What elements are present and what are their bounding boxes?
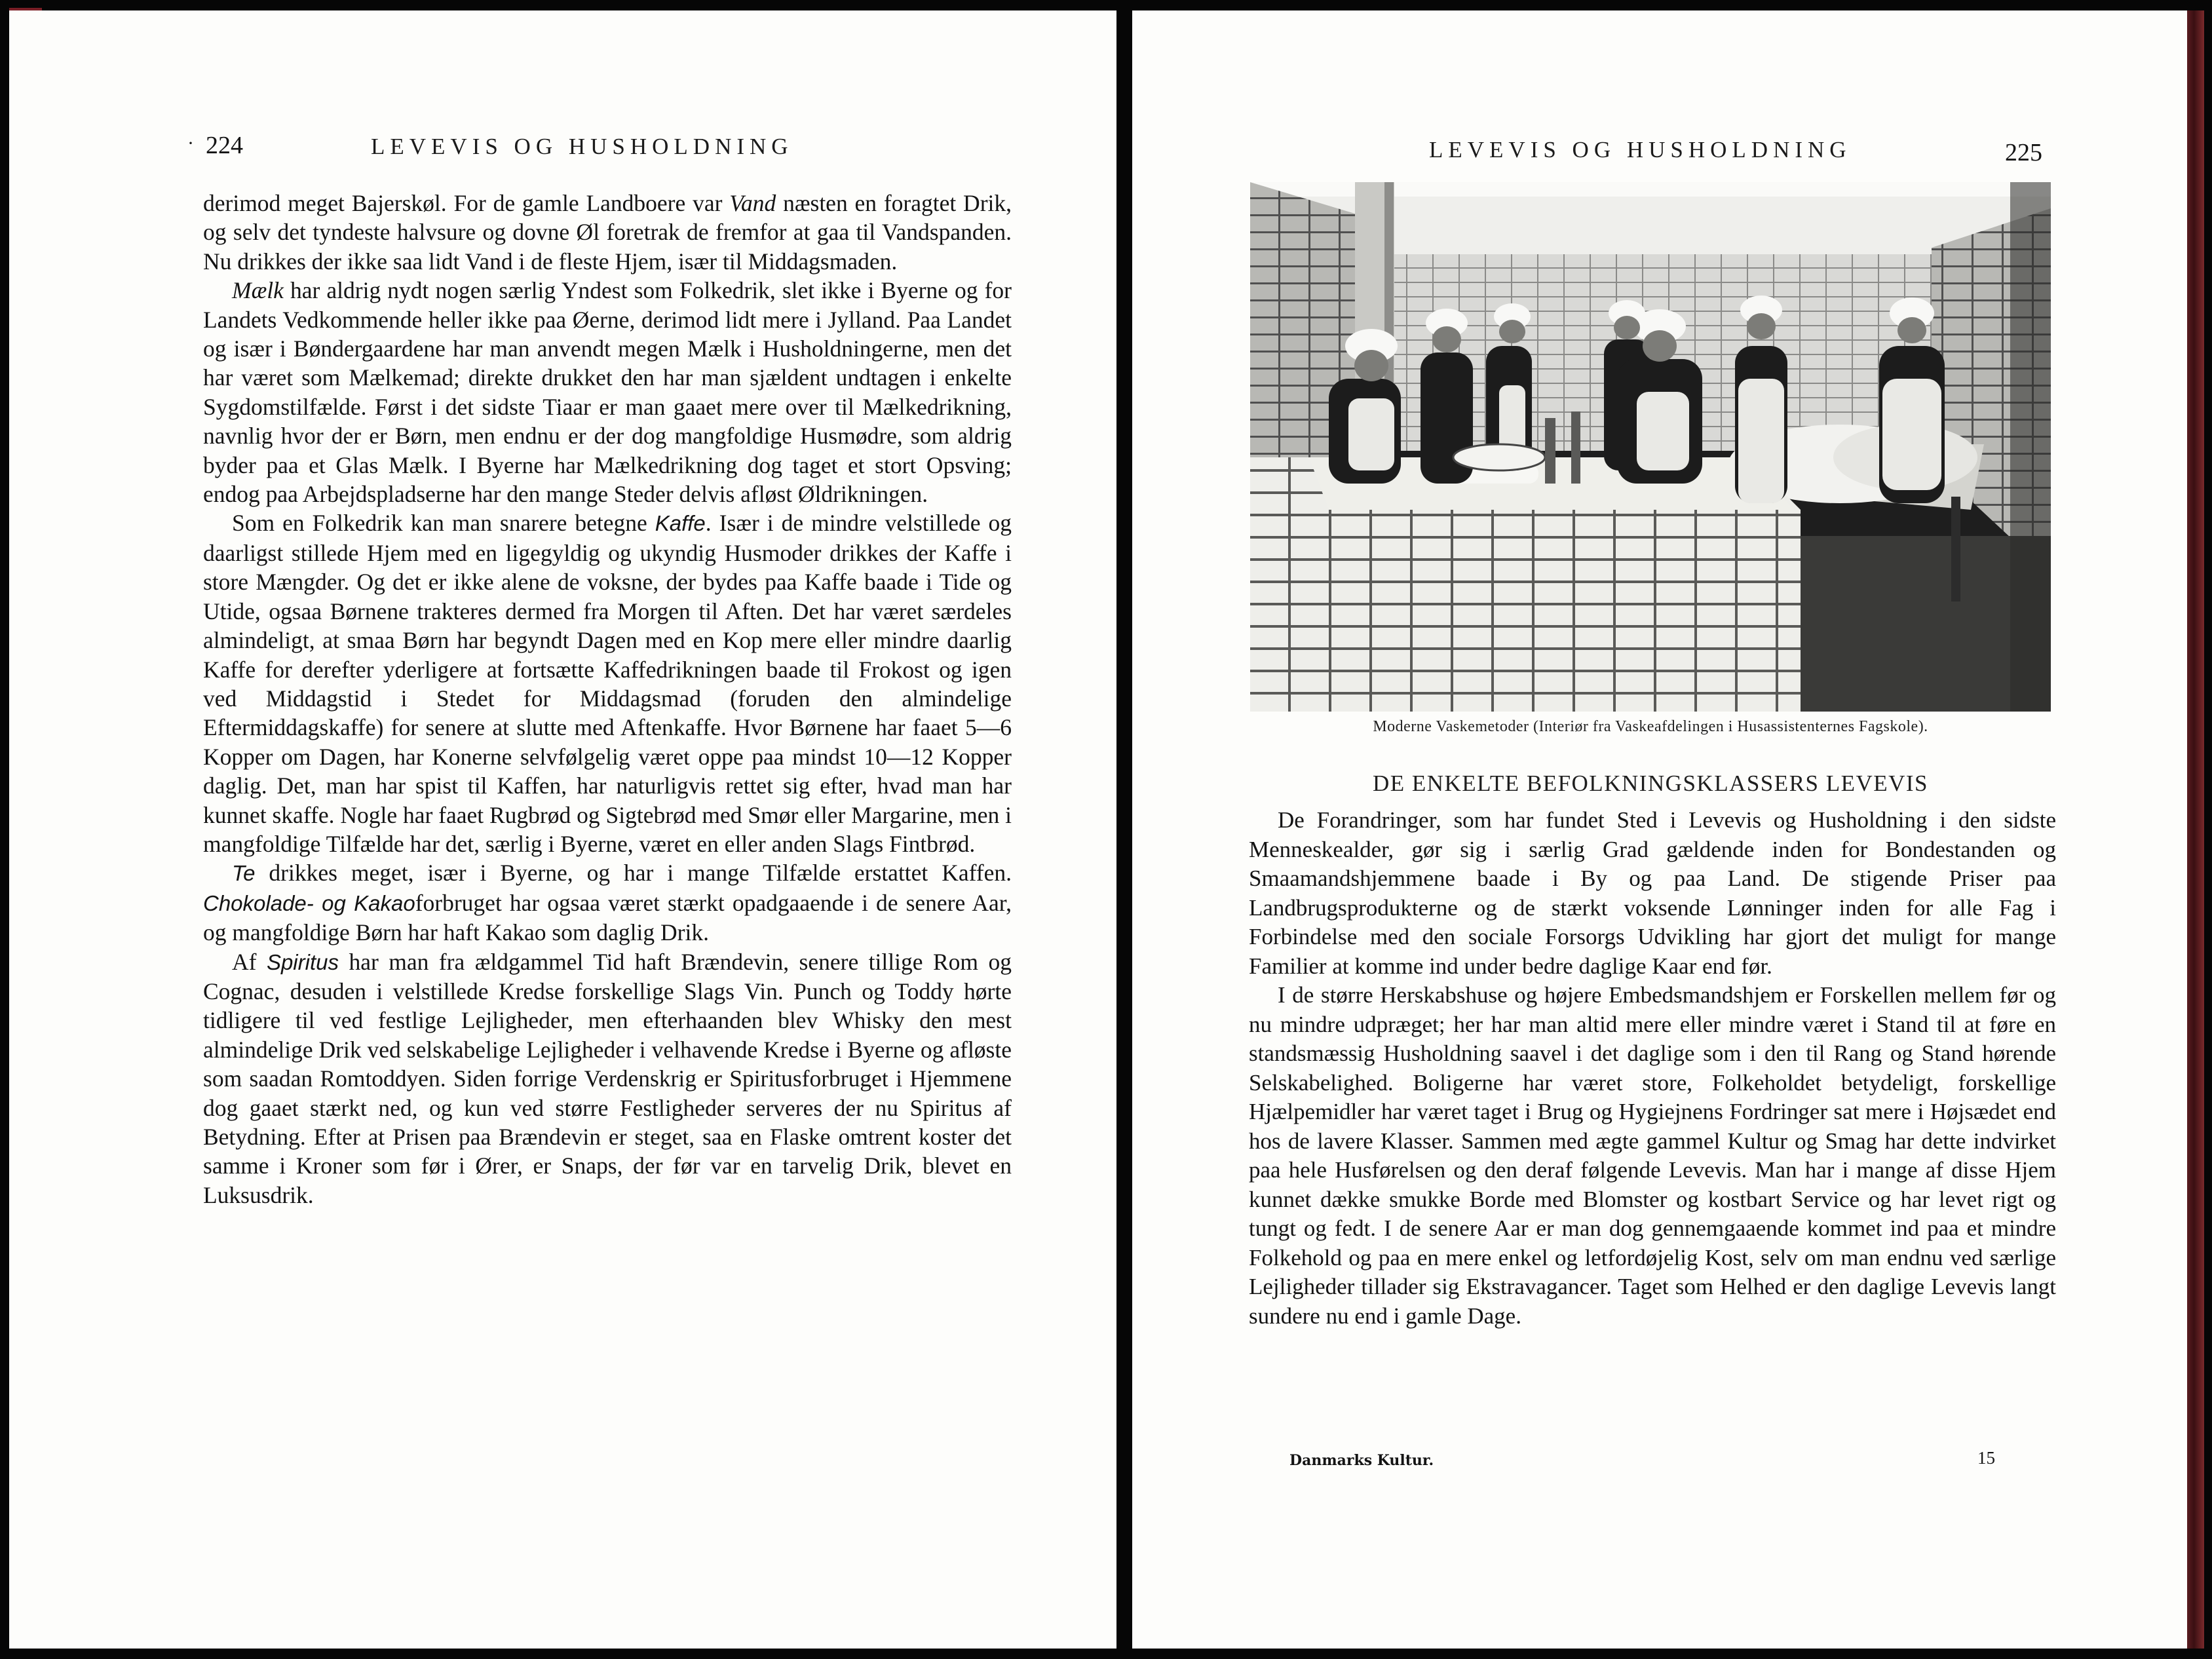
paragraph-spiritus: Af Spiritus har man fra ældgammel Tid haft Brændevin, senere tillige Rom og Cognac, desuden i velstillede Kredse forskellige Slags Vin. Punch og Toddy hørte tidligere til ved festlige Lejligheder, men efterhaanden blev Whisky den mest almindelige Drik ved selskabelige Lejligheder i velhavende Kredse i Byerne og afløste som saadan Romtoddyen. Siden forrige Verdenskrig er Spiritusforbruget i Hjemmene dog gaaet stærkt ned, og kun ved større Festligheder serveres der nu Spiritus af Betydning. Efter at Prisen paa Brændevin er steget, saa en Flaske omtrent koster det samme i Kroner som før i Ører, er Snaps, der før var en tarvelig Drik, blevet en Luksusdrik.: [203, 948, 1012, 1208]
emphasis-maelk: Mælk: [232, 277, 284, 304]
paragraph-vand: derimod meget Bajerskøl. For de gamle Landboere var Vand næsten en foragtet Drik, og selv det tyndeste halvsure og dovne Øl foretrak de fremfor at gaa til Vandspanden. Nu drikkes der ikke saa lidt Vand i de fleste Hjem, især til Middagsmaden.: [203, 190, 1012, 275]
page-dot: ·: [187, 132, 194, 154]
emphasis-te: Te: [232, 861, 256, 886]
signature-mark: 15: [1977, 1448, 1995, 1468]
emphasis-chokolade: Chokolade- og Kakao: [203, 890, 415, 915]
laundry-photo: [1250, 182, 2051, 712]
right-page: [1132, 10, 2187, 1649]
page-number-left: 224: [206, 132, 243, 159]
running-head-right: LEVEVIS OG HUSHOLDNING: [1429, 137, 1852, 162]
paragraph-kaffe: Som en Folkedrik kan man snarere betegne Kaffe. Især i de mindre velstillede og daarligst stillede Hjem med en ligegyldig og ukyndig Husmoder drikkes der Kaffe i store Mængder. Og det er ikke alene de voksne, der bydes paa Kaffe baade i Tide og Utide, ogsaa Børnene trakteres dermed fra Morgen til Aften. Det har været særdeles almindeligt, at smaa Børn har begyndt Dagen med en Kop mere eller mindre daarlig Kaffe for derefter yderligere at fortsætte Kaffedrikningen baade til Frokost og igen ved Middagstid i Stedet for Middagsmad (foruden den almindelige Eftermiddagskaffe) for senere at slutte med Aftenkaffe. Hvor Børnene har faaet 5—6 Kopper om Dagen, har Konerne selvfølgelig været oppe paa mindst 10—12 Kopper daglig. Det, man har spist til Kaffen, har naturligvis rettet sig efter, hvad man har kunnet skaffe. Nogle har faaet Rugbrød og Sigtebrød med Smør eller Margarine, men i mangfoldige Tilfælde har det, særlig i Byerne, været en eller anden Slags Fintbrød.: [203, 510, 1012, 857]
paragraph-forandringer: De Forandringer, som har fundet Sted i Levevis og Husholdning i den sidste Menneskealder, gør sig i særlig Grad gældende inden for Bondestanden og Smaamandshjemmene baade i By og paa Land. De stigende Priser paa Landbrugsprodukterne og de stærkt voksende Lønninger inden for alle Fag i Forbindelse med den sociale Forsorgs Udvikling har gjort det muligt for mange Familier at komme ind under bedre daglige Kaar end før.: [1249, 807, 2056, 979]
paragraph-te: Te drikkes meget, især i Byerne, og har i mange Tilfælde erstattet Kaffen. Chokolade- og Kakaoforbruget har ogsaa været stærkt opadgaaende i de senere Aar, og mangfoldige Børn har haft Kakao som daglig Drik.: [203, 860, 1012, 946]
paragraph-herskabshuse: I de større Herskabshuse og højere Embedsmandshjem er Forskellen mellem før og nu mindre udpræget; her har man altid mere eller mindre været i Stand til at føre en standsmæssig Husholdning saavel i det daglige som i den til Rang og Stand hørende Selskabelighed. Boligerne har været store, Folkeholdet betydeligt, forskellige Hjælpemidler har været taget i Brug og Hygiejnens Fordringer sat mere i Højsædet end hos de lavere Klasser. Sammen med ægte gammel Kultur og Smag har dette indvirket paa hele Husførelsen og den deraf følgende Levevis. Man har i mange af disse Hjem kunnet dække smukke Borde med Blomster og kostbart Service og har levet rigt og tungt og fedt. I de senere Aar er man dog gennemgaaende kommet ind paa et mindre Folkehold og paa en mere enkel og letfordøjelig Kost, selv om man endnu ved særlige Lejligheder tillader sig Ekstravagancer. Taget som Helhed er den daglige Levevis langt sundere nu end i gamle Dage.: [1249, 982, 2056, 1329]
left-body-text: [203, 189, 1012, 1210]
right-body-text: [1249, 806, 2056, 1331]
emphasis-vand: Vand: [729, 190, 776, 216]
footer-book-title: Danmarks Kultur.: [1289, 1452, 1434, 1469]
section-title: DE ENKELTE BEFOLKNINGSKLASSERS LEVEVIS: [1372, 771, 1929, 796]
page-number-right: 225: [2005, 139, 2042, 166]
paragraph-maelk: Mælk har aldrig nydt nogen særlig Yndest som Folkedrik, slet ikke i Byerne og for Landets Vedkommende heller ikke paa Øerne, derimod lidt mere i Jylland. Paa Landet og især i Bøndergaardene har man anvendt megen Mælk i Husholdningerne, men det har været som Mælkemad; direkte drukket den har man sjældent undtagen i enkelte Sygdomstilfælde. Først i det sidste Tiaar er man gaaet mere over til Mælkedrikning, navnlig hvor der er Børn, men endnu er der dog mangfoldige Husmødre, som aldrig byder paa et Glas Mælk. I Byerne har Mælkedrikning dog taget et stort Opsving; endog paa Arbejdspladserne har den mange Steder delvis afløst Øldrikningen.: [203, 277, 1012, 508]
running-head-left: LEVEVIS OG HUSHOLDNING: [371, 134, 793, 159]
emphasis-kaffe: Kaffe: [655, 511, 706, 536]
book-edge: [2187, 10, 2204, 1649]
left-page: [9, 10, 1116, 1649]
emphasis-spiritus: Spiritus: [266, 949, 339, 974]
photo-caption: Moderne Vaskemetoder (Interiør fra Vaskeafdelingen i Husassistenternes Fagskole).: [1373, 718, 1928, 735]
